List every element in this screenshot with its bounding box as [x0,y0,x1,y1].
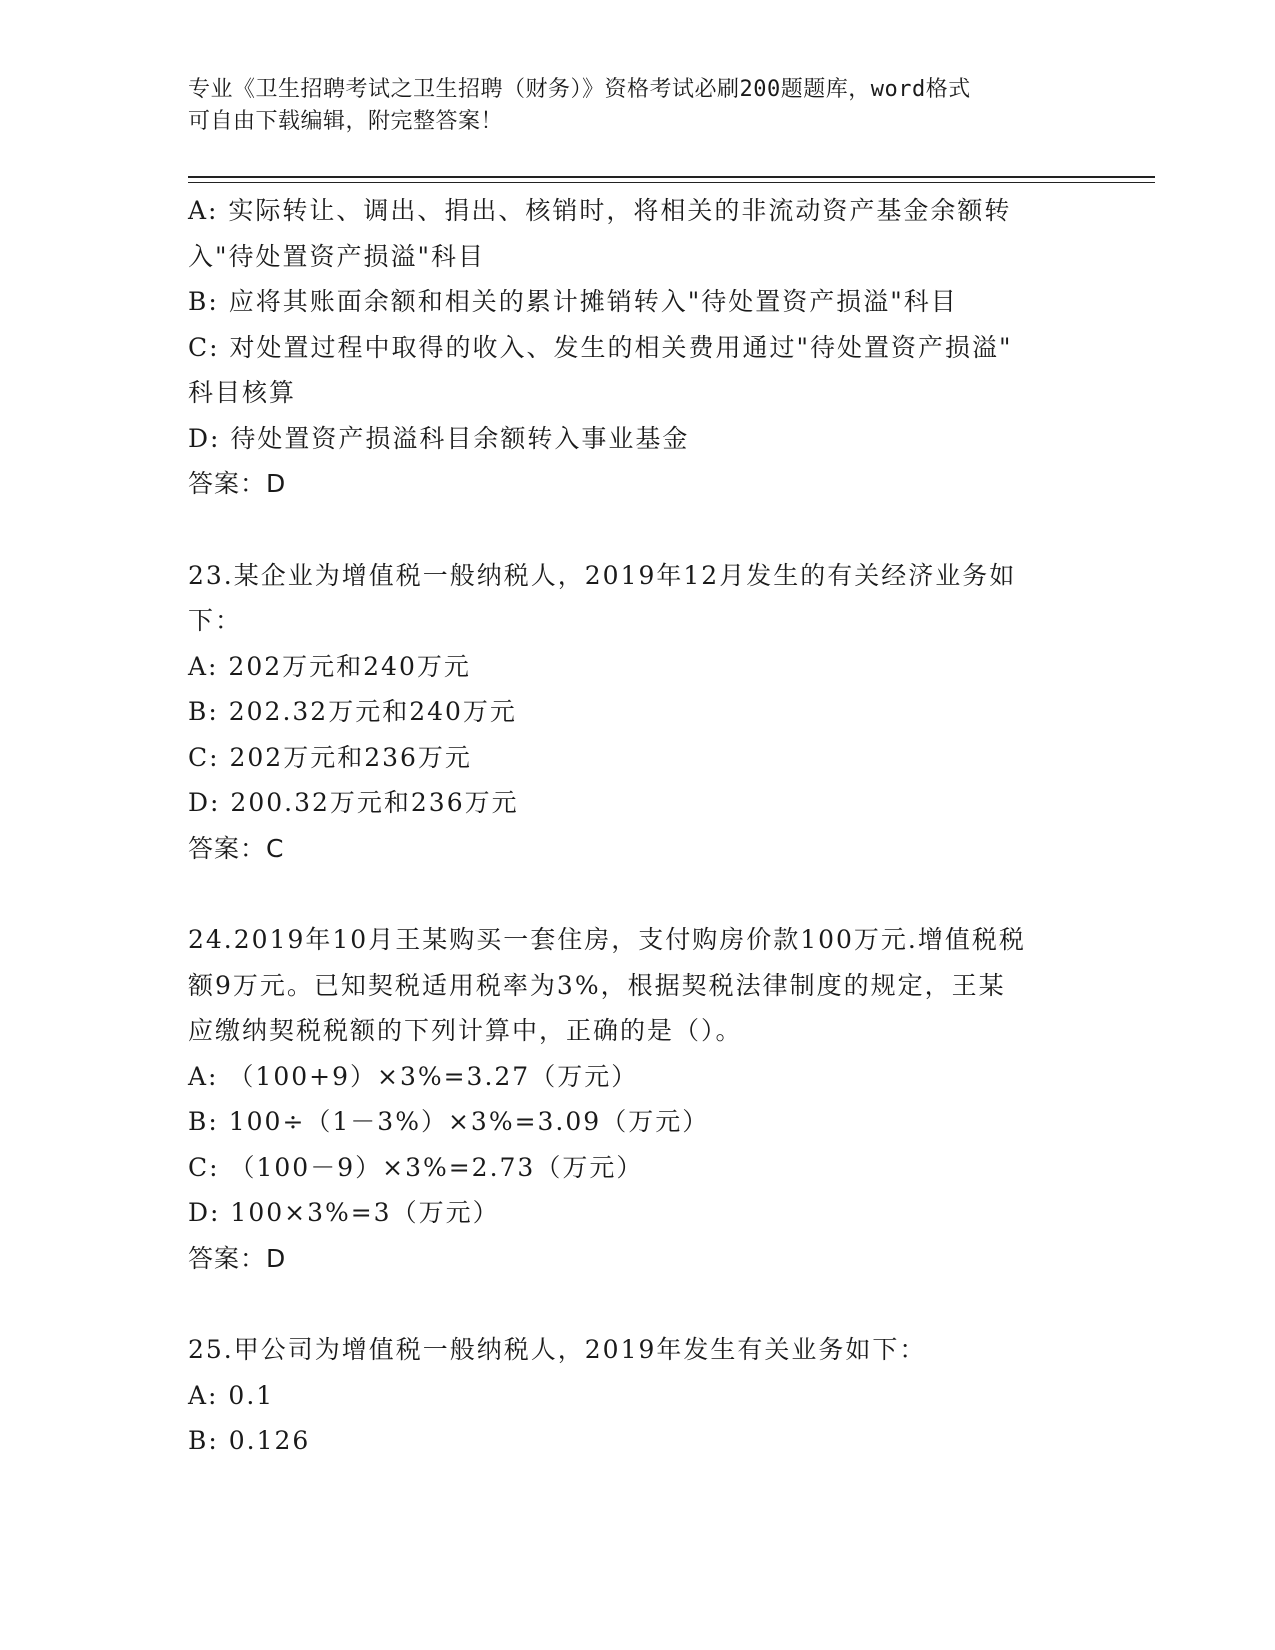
option-c: C: （100－9）×3%=2.73（万元） [188,1152,644,1182]
header-divider-thin [188,182,1155,183]
option-b: B: 0.126 [188,1426,311,1455]
question-22 [188,188,1088,507]
option-a-line-1: A: 实际转让、调出、捐出、核销时，将相关的非流动资产基金余额转 [188,196,1012,225]
option-a: A: 0.1 [188,1380,275,1410]
answer: 答案：C [188,833,285,863]
option-a: A: （100+9）×3%=3.27（万元） [188,1061,639,1091]
spacer [188,507,1088,553]
option-c-line-2: 科目核算 [188,378,297,407]
option-d: D: 100×3%=3（万元） [188,1198,500,1227]
option-b: B: 202.32万元和240万元 [188,697,517,726]
question-stem-line-2: 下： [188,606,243,635]
option-b: B: 应将其账面余额和相关的累计摊销转入"待处置资产损溢"科目 [188,287,958,316]
option-d: D: 200.32万元和236万元 [188,788,519,817]
question-stem-line-1: 25.甲公司为增值税一般纳税人，2019年发生有关业务如下： [188,1335,927,1364]
answer: 答案：D [188,469,287,498]
header-title-line-2: 可自由下载编辑，附完整答案！ [188,109,504,134]
question-24 [188,917,1088,1281]
answer: 答案：D [188,1243,287,1273]
option-b: B: 100÷（1－3%）×3%=3.09（万元） [188,1107,710,1136]
option-c: C: 202万元和236万元 [188,742,472,772]
question-stem-line-3: 应缴纳契税税额的下列计算中，正确的是（）。 [188,1016,743,1045]
question-list [188,188,1088,1464]
question-25 [188,1327,1088,1464]
question-stem-line-1: 24.2019年10月王某购买一套住房，支付购房价款100万元.增值税税 [188,925,1026,954]
option-c-line-1: C: 对处置过程中取得的收入、发生的相关费用通过"待处置资产损溢" [188,332,1013,362]
spacer [188,1281,1088,1327]
document-header [188,74,1088,138]
spacer [188,871,1088,917]
header-title-line-1: 专业《卫生招聘考试之卫生招聘（财务）》资格考试必刷200题题库，word格式 [188,77,971,102]
option-a-line-2: 入"待处置资产损溢"科目 [188,241,485,271]
option-d: D: 待处置资产损溢科目余额转入事业基金 [188,423,690,453]
header-divider-thick [188,176,1155,178]
question-23 [188,553,1088,872]
question-stem-line-1: 23.某企业为增值税一般纳税人，2019年12月发生的有关经济业务如 [188,560,1017,590]
question-stem-line-2: 额9万元。已知契税适用税率为3%，根据契税法律制度的规定，王某 [188,970,1006,1000]
option-a: A: 202万元和240万元 [188,651,471,681]
